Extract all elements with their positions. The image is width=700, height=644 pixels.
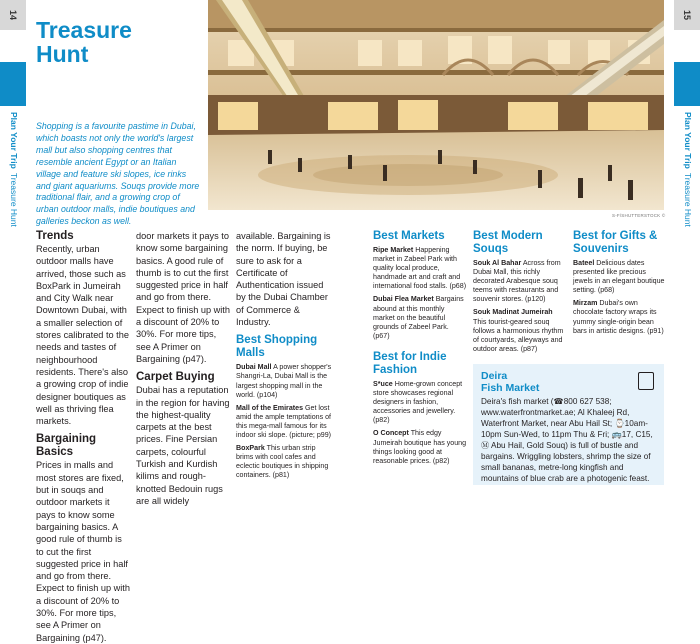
mall-name: Dubai Mall: [236, 363, 272, 372]
text-bargaining: Prices in malls and most stores are fixed, but in souqs and outdoor markets it pays to know some bargaining basics. A good rule of thumb is to cut the first suggested price in half and go from there. Expect to finish up with a discount of 20% to 30%. For more tips, see A Primer on Bargaining (p47).: [36, 460, 130, 643]
intro-paragraph: Shopping is a favourite pastime in Dubai, which boasts not only the world's largest mall but also shopping centres that resemble ancient Egypt or an Italian village and feature ski slopes, ice rinks and giant aquariums. Souqs provide more traditional flair, and a growing crop of urban outdoor malls, indie boutiques and galleries beckon as well.: [36, 121, 200, 227]
souq-desc: Across from Dubai Mall, this richly decorated Arabesque souq teems with restaurants and souvenir stores. (p120): [473, 259, 561, 304]
running-head-right: [683, 112, 693, 227]
heading-bargaining: Bargaining Basics: [36, 433, 97, 459]
mall-desc: A power shopper's Shangri-La, Dubai Mall is the largest shopping mall in the world. (p104): [236, 363, 332, 399]
gift-desc: Dubai's own chocolate factory wraps its yummy single-origin bean bars in artistic designs. (p91): [573, 299, 664, 335]
column-souqs: [473, 230, 565, 358]
column-bargaining-carpet: [136, 230, 230, 507]
gift-entry: [573, 259, 665, 295]
box-text: Deira's fish market (☎800 627 538; www.waterfrontmarket.ae; Al Khaleej Rd, Waterfront Market, near Abu Hail St; ⌚10am-10pm Sun-Wed, to 11pm Thu & Fri; 🚌17, C15, Ⓜ Abu Hail, Gold Souq) is full of bustle and bargains. Wriggling lobsters, shrimp the size of small bananas, metre-long kingfish and mountains of blue crab are a photogenic feast.: [481, 397, 653, 483]
column-trends: [36, 230, 130, 643]
right-page-tab: [674, 0, 700, 505]
gift-desc: Delicious dates presented like precious jewels in an elegant boutique setting. (p68): [573, 259, 665, 295]
mall-name: BoxPark: [236, 444, 265, 453]
mall-desc: Get lost amid the ample temptations of this mega-mall famous for its indoor ski slope. (picture; p99): [236, 403, 332, 440]
market-entry: [373, 295, 467, 340]
mall-entry: [236, 404, 332, 440]
page-title-line2: Hunt: [36, 41, 89, 67]
heading-carpet: Carpet Buying: [136, 371, 215, 384]
text-carpet: Dubai has a reputation in the region for having the highest-quality carpets at the best prices. Fine Persian carpets, colourful Turkish and Kurdish kilims and rough-knotted Bedouin rugs are all widely: [136, 385, 230, 506]
mall-desc: This urban strip brims with cool cafes and eclectic boutiques in shipping containers. (p81): [236, 444, 329, 480]
section-band-right: [674, 62, 700, 106]
indie-entry: [373, 380, 467, 425]
souq-entry: [473, 259, 565, 304]
running-head-section-right: Plan Your Trip: [683, 112, 693, 169]
column-malls: [236, 230, 332, 485]
page-title-line1: Treasure: [36, 17, 132, 43]
page-number-left-box: [0, 0, 26, 30]
gift-entry: [573, 299, 665, 335]
mall-entry: [236, 363, 332, 399]
shopping-bag-icon: [638, 372, 654, 390]
souq-desc: This tourist-geared souq follows a harmonious rhythm of courtyards, alleyways and outdoor areas. (p87): [473, 317, 564, 353]
running-head-topic-right: Treasure Hunt: [683, 172, 693, 227]
page-number-right-box: [674, 0, 700, 30]
column-gifts: [573, 230, 665, 340]
heading-trends: Trends: [36, 230, 74, 242]
indie-desc: This edgy Jumeirah boutique has young things looking good at reasonable prices. (p82): [373, 429, 467, 465]
photo-credit: S-F/SHUTTERSTOCK ©: [612, 213, 666, 218]
running-head-left: [9, 112, 19, 227]
souq-name: Souk Madinat Jumeirah: [473, 308, 553, 317]
market-desc: Happening market in Zabeel Park with quality local produce, handmade art and craft and international food stalls. (p68): [373, 246, 467, 291]
text-bargaining-cont: door markets it pays to know some bargaining basics. A good rule of thumb is to cut the first suggested price in half and go from there. Expect to finish up with a discount of 20% to 30%. For more tips, see A Primer on Bargaining (p47).: [136, 231, 230, 364]
indie-name: S*uce: [373, 379, 393, 388]
page-title: [36, 18, 206, 66]
souq-name: Souk Al Bahar: [473, 259, 522, 267]
indie-entry: [373, 429, 467, 465]
mall-name: Mall of the Emirates: [236, 403, 304, 412]
indie-desc: Home-grown concept store showcases regional designers in fashion, accessories and jewellery. (p82): [373, 379, 463, 425]
mall-interior-illustration: [208, 0, 664, 210]
heading-best-markets: Best Markets: [373, 230, 445, 242]
deira-fish-market-box: [473, 364, 664, 485]
gift-name: Bateel: [573, 259, 595, 267]
text-carpet-cont: available. Bargaining is the norm. If buying, be sure to ask for a Certificate of Authentication issued by the Dubai Chamber of Commerce & Industry.: [236, 231, 331, 328]
indie-name: O Concept: [373, 429, 409, 438]
left-page-tab: [0, 0, 26, 505]
mall-interior-photo: [208, 0, 664, 210]
box-title-line1: Deira: [481, 370, 508, 382]
market-name: Ripe Market: [373, 246, 414, 254]
market-entry: [373, 246, 467, 291]
heading-best-gifts: Best for Gifts & Souvenirs: [573, 230, 658, 255]
page-number-left: 14: [8, 9, 18, 21]
running-head-section-left: Plan Your Trip: [9, 112, 19, 169]
market-name: Dubai Flea Market: [373, 295, 434, 304]
page-number-right: 15: [682, 9, 692, 21]
market-desc: Bargains abound at this monthly market on the beautiful grounds of Zabeel Park. (p67): [373, 295, 464, 340]
box-title-line2: Fish Market: [481, 382, 540, 394]
running-head-topic-left: Treasure Hunt: [9, 172, 19, 227]
heading-best-malls: Best Shopping Malls: [236, 334, 318, 360]
mall-entry: [236, 444, 332, 480]
souq-entry: [473, 308, 565, 353]
column-markets: [373, 230, 467, 470]
section-band-left: [0, 62, 26, 106]
heading-best-indie: Best for Indie Fashion: [373, 350, 447, 376]
gift-name: Mirzam: [573, 299, 598, 308]
text-trends: Recently, urban outdoor malls have arrived, those such as BoxPark in Jumeirah and City Walk near Downtown Dubai, with a smaller selection of stores calibrated to the needs and tastes of neighbourhood residents. There's also a growing crop of indie designer boutiques as well as thriving flea markets.: [36, 244, 129, 427]
heading-best-souqs: Best Modern Souqs: [473, 230, 543, 255]
